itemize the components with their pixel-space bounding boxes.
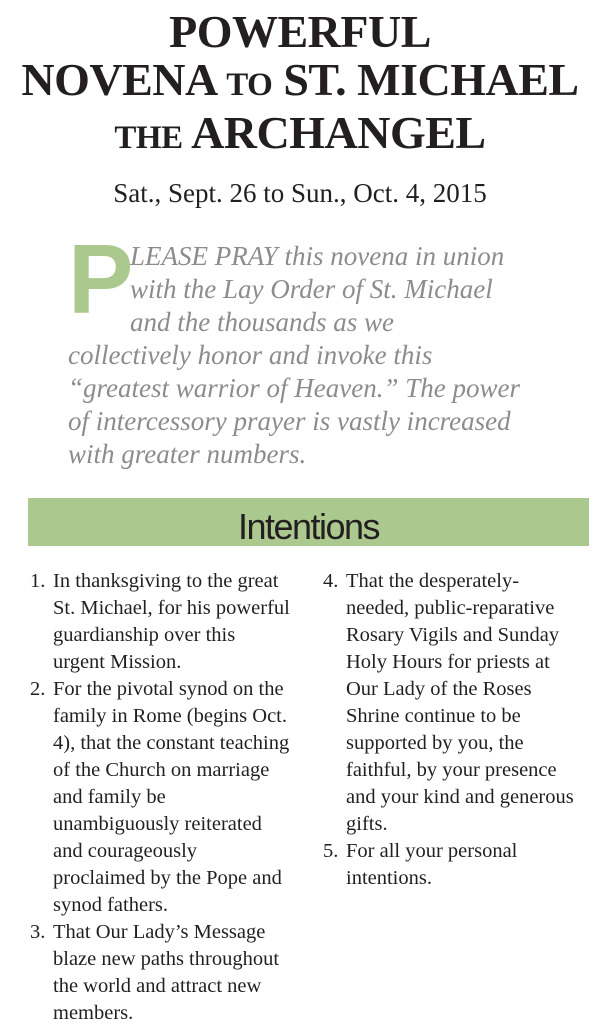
intro-paragraph — [68, 224, 523, 471]
item-text: For the pivotal synod on the family in Rome (begins Oct. 4), that the constant teaching of the Church on marriage and family be unambiguously reiterated and courageously proclaimed by the Pope and synod fathers. — [53, 678, 290, 916]
item-text: That Our Lady’s Message blaze new paths throughout the world and attract new members. — [53, 921, 280, 1024]
page-title — [0, 8, 600, 162]
title-line-2 — [0, 56, 600, 109]
title-text-st-michael: ST. MICHAEL — [272, 54, 579, 105]
list-item-2 — [30, 676, 292, 919]
list-item-4 — [323, 568, 581, 838]
title-text-the: THE — [114, 120, 183, 156]
intentions-list — [30, 568, 590, 1027]
list-item-1 — [30, 568, 292, 676]
item-number: 3. — [30, 921, 46, 943]
intentions-banner — [28, 498, 589, 546]
title-line-3 — [0, 109, 600, 162]
item-number: 2. — [30, 678, 46, 700]
item-text: That the desperately-needed, public-reparative Rosary Vigils and Sunday Holy Hours for priests at Our Lady of the Roses Shrine continue to be supported by you, the faithful, by your presence and your kind and generous gifts. — [346, 570, 574, 835]
list-item-5 — [323, 838, 581, 892]
title-text-novena: NOVENA — [21, 54, 227, 105]
item-number: 1. — [30, 570, 46, 592]
dropcap-letter-p: P — [68, 224, 134, 334]
intentions-heading: Intentions — [237, 505, 380, 547]
title-text-to: TO — [226, 67, 273, 103]
title-text-powerful: POWERFUL — [169, 6, 431, 57]
title-text-archangel: ARCHANGEL — [182, 107, 486, 158]
intro-body-text: this novena in union with the Lay Order of St. Michael and the thousands as we collectively honor and invoke this “greatest warrior of Heaven.” The power of intercessory prayer is vastly increased with greater numbers. — [68, 241, 520, 469]
intro-lead-caps: LEASE PRAY — [130, 241, 278, 271]
list-item-3 — [30, 919, 292, 1027]
item-text: In thanksgiving to the great St. Michael, for his powerful guardianship over this urgent Mission. — [53, 570, 290, 673]
item-number: 5. — [323, 840, 339, 862]
date-range: Sat., Sept. 26 to Sun., Oct. 4, 2015 — [113, 178, 487, 208]
intentions-column-left — [30, 568, 292, 1027]
intentions-column-right — [323, 568, 581, 1027]
novena-flyer-page — [0, 6, 600, 1024]
item-number: 4. — [323, 570, 339, 592]
item-text: For all your personal intentions. — [346, 840, 518, 889]
title-line-1 — [0, 8, 600, 56]
